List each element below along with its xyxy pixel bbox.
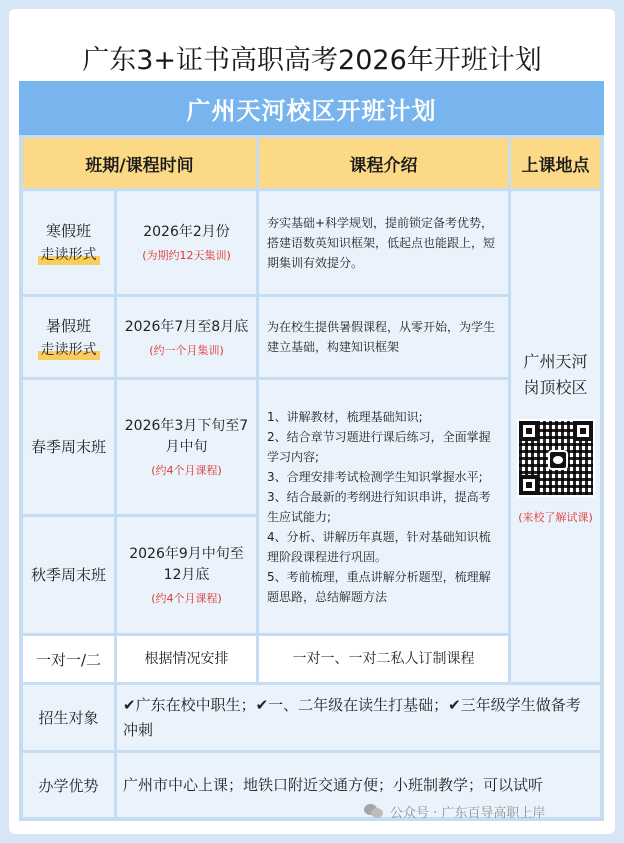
spring-note: (约4个月课程) xyxy=(151,464,222,477)
winter-desc-cell xyxy=(259,191,508,294)
autumn-date-line2: 12月底 xyxy=(163,567,210,583)
spring-class-name: 春季周末班 xyxy=(30,438,106,456)
winter-desc: 夯实基础+科学规划，提前锁定备考优势，搭建语数英知识框架，低起点也能跟上，短期集训有效提分。 xyxy=(267,215,496,270)
location-line1: 广州天河 xyxy=(523,351,588,371)
summer-desc-cell xyxy=(259,297,508,377)
spring-date-cell xyxy=(117,380,256,514)
header-intro: 课程介绍 xyxy=(259,138,508,188)
advantage-label: 办学优势 xyxy=(38,776,99,795)
summer-desc: 为在校生提供暑假课程，从零开始，为学生建立基础，构建知识框架 xyxy=(267,320,496,354)
enroll-label-cell xyxy=(23,685,114,750)
winter-date: 2026年2月份 xyxy=(143,224,230,240)
spring-class-name-cell xyxy=(23,380,114,514)
weekend-desc-item-6: 5、考前梳理，重点讲解分析题型，梳理解题思路，总结解题方法 xyxy=(267,569,491,604)
enroll-text: ✔广东在校中职生；✔一、二年级在读生打基础；✔三年级学生做备考冲刺 xyxy=(123,695,581,739)
location-note: (来校了解试课) xyxy=(518,510,593,524)
spring-date-line1: 2026年3月下旬至7 xyxy=(124,418,249,434)
wechat-icon xyxy=(364,803,384,819)
weekend-desc-item-4: 3、结合最新的考纲进行知识串讲，提高考生应试能力; xyxy=(267,489,491,524)
one-on-one-date-cell xyxy=(117,636,256,682)
summer-class-name: 暑假班 xyxy=(45,316,91,335)
wechat-qr-code-icon[interactable] xyxy=(517,419,595,497)
one-on-one-name: 一对一/二 xyxy=(35,650,102,669)
location-cell xyxy=(511,191,600,682)
summer-class-name-cell xyxy=(23,297,114,377)
enroll-label: 招生对象 xyxy=(38,709,99,727)
campus-banner: 广州天河校区开班计划 xyxy=(19,81,604,135)
winter-class-name-cell xyxy=(23,191,114,294)
qr-finder-top-left xyxy=(519,421,539,441)
header-location: 上课地点 xyxy=(511,138,600,188)
location-line2: 岗顶校区 xyxy=(523,377,588,397)
enroll-text-cell xyxy=(117,685,600,750)
autumn-class-name-cell xyxy=(23,517,114,633)
advantage-text: 广州市中心上课；地铁口附近交通方便；小班制教学；可以试听 xyxy=(123,775,544,794)
watermark-text: 公众号 · 广东百导高职上岸 xyxy=(390,805,546,821)
qr-wechat-logo-icon xyxy=(548,450,568,470)
watermark xyxy=(364,800,604,822)
summer-date: 2026年7月至8月底 xyxy=(124,318,249,335)
autumn-date-cell xyxy=(117,517,256,633)
autumn-note: (约4个月课程) xyxy=(151,592,222,605)
advantage-label-cell xyxy=(23,753,114,817)
one-on-one-name-cell xyxy=(23,636,114,682)
one-on-one-desc: 一对一、一对二私人订制课程 xyxy=(292,650,475,667)
one-on-one-date: 根据情况安排 xyxy=(144,650,229,667)
winter-class-name: 寒假班 xyxy=(45,222,91,240)
autumn-class-name: 秋季周末班 xyxy=(30,566,106,584)
autumn-date-line1: 2026年9月中旬至 xyxy=(129,546,244,562)
header-period: 班期/课程时间 xyxy=(23,138,256,188)
summer-class-mode: 走读形式 xyxy=(38,340,100,360)
weekend-desc-item-1: 1、讲解教材，梳理基础知识; xyxy=(267,409,423,424)
winter-date-cell xyxy=(117,191,256,294)
qr-finder-top-right xyxy=(573,421,593,441)
winter-class-mode: 走读形式 xyxy=(38,245,100,265)
page-title: 广东3+证书高职高考2026年开班计划 xyxy=(82,45,542,76)
weekend-desc-item-2: 2、结合章节习题进行课后练习，全面掌握学习内容; xyxy=(267,429,491,464)
weekend-desc-item-3: 3、合理安排考试检测学生知识掌握水平; xyxy=(267,469,483,484)
weekend-desc-cell xyxy=(259,380,508,633)
qr-finder-bottom-left xyxy=(519,475,539,495)
spring-date-line2: 月中旬 xyxy=(165,439,208,455)
summer-note: (约一个月集训) xyxy=(149,343,224,357)
winter-note: (为期约12天集训) xyxy=(142,249,231,262)
schedule-table xyxy=(19,81,604,821)
summer-date-cell xyxy=(117,297,256,377)
one-on-one-desc-cell xyxy=(259,636,508,682)
weekend-desc-item-5: 4、分析、讲解历年真题，针对基础知识梳理阶段课程进行巩固。 xyxy=(267,529,491,564)
